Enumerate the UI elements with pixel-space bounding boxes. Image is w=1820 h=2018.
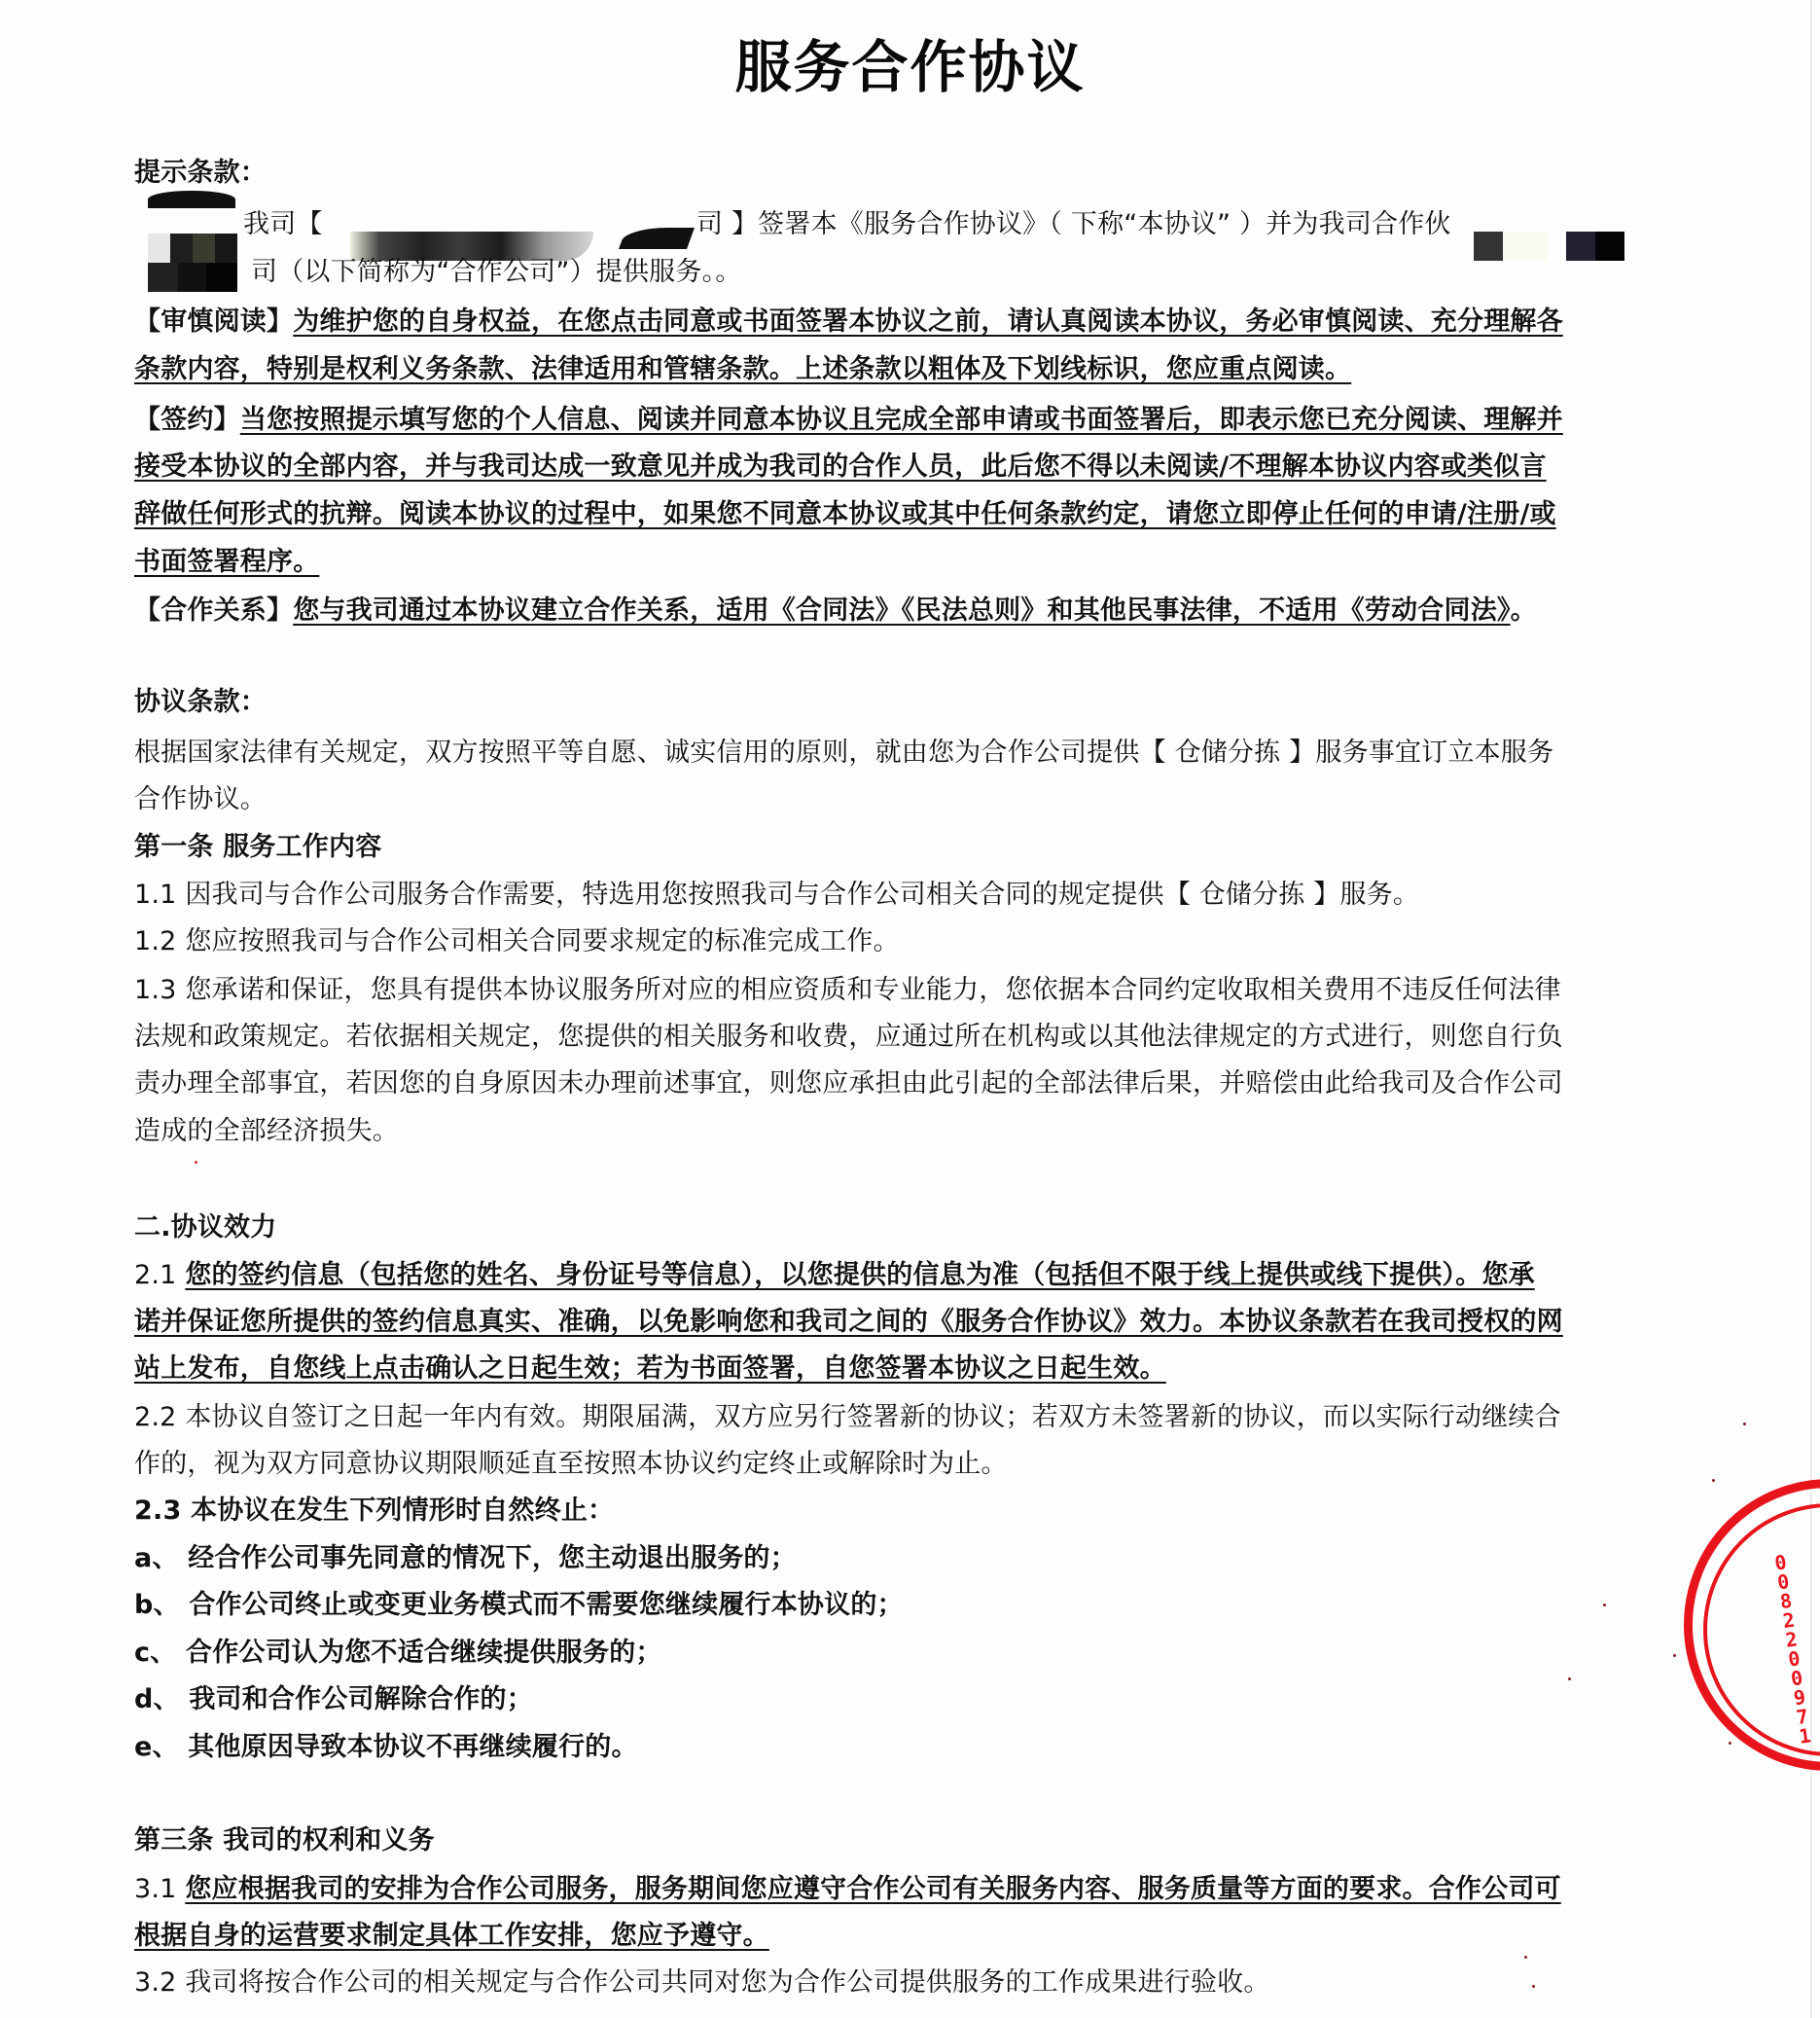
- scan-speck: [1532, 1985, 1535, 1988]
- intro-line-1b: 司 】签署本《服务合作协议》（ 下称“本协议” ）并为我司合作伙: [696, 209, 1451, 239]
- clause-3-1-line-1: [134, 1872, 1561, 1907]
- intro-line-1a: 我司【: [243, 209, 323, 239]
- clause-2-1-text: 您的签约信息（包括您的姓名、身份证号等信息），以您提供的信息为准（包括但不限于线上提供或线下提供）。您承: [185, 1260, 1535, 1290]
- termination-item-c: c、 合作公司认为您不适合继续提供服务的；: [134, 1638, 662, 1668]
- scan-speck: [1603, 1604, 1606, 1606]
- clause-2-1-line-1: [134, 1258, 1535, 1293]
- scan-speck: [1568, 1677, 1571, 1680]
- signing-line-4: 书面签署程序。: [134, 547, 320, 577]
- redaction-block: [148, 234, 237, 263]
- scan-speck: [1712, 1479, 1715, 1482]
- scan-speck: [1729, 1742, 1731, 1745]
- clause-1-1: 1.1 因我司与合作公司服务合作需要，特选用您按照我司与合作公司相关合同的规定提供【 仓储分拣 】服务。: [134, 880, 1420, 910]
- careful-reading-line-2: 条款内容，特别是权利义务条款、法律适用和管辖条款。上述条款以粗体及下划线标识，您应重点阅读。: [134, 354, 1352, 384]
- clause-1-3-line-3: 责办理全部事宜，若因您的自身原因未办理前述事宜，则您应承担由此引起的全部法律后果，并赔偿由此给我司及合作公司: [134, 1068, 1563, 1099]
- termination-item-d: d、 我司和合作公司解除合作的；: [134, 1684, 533, 1714]
- clause-1-3-line-1: 1.3 您承诺和保证，您具有提供本协议服务所对应的相应资质和专业能力，您依据本合同约定收取相关费用不违反任何法律: [134, 975, 1561, 1005]
- scan-speck: [195, 1161, 197, 1164]
- document-title: 服务合作协议: [734, 34, 1086, 100]
- careful-reading-text: 为维护您的自身权益，在您点击同意或书面签署本协议之前，请认真阅读本协议，务必审慎阅读、充分理解各: [293, 306, 1563, 337]
- clause-1-3-line-2: 法规和政策规定。若依据相关规定，您提供的相关服务和收费，应通过所在机构或以其他法律规定的方式进行，则您自行负: [134, 1022, 1563, 1052]
- clause-3-1-number: 3.1: [134, 1874, 186, 1904]
- article-3-heading: 第三条 我司的权利和义务: [134, 1825, 435, 1856]
- termination-item-a: a、 经合作公司事先同意的情况下，您主动退出服务的；: [134, 1543, 797, 1573]
- cooperation-period: 。: [1510, 595, 1537, 626]
- signing-line-1: [134, 403, 1563, 438]
- notice-heading: 提示条款：: [134, 158, 267, 188]
- clause-2-2-line-2: 作的，视为双方同意协议期限顺延直至按照本协议约定终止或解除时为止。: [134, 1449, 1008, 1479]
- termination-item-b: b、 合作公司终止或变更业务模式而不需要您继续履行本协议的；: [134, 1590, 904, 1620]
- clause-2-2-line-1: 2.2 本协议自签订之日起一年内有效。期限届满，双方应另行签署新的协议；若双方未签署新的协议，而以实际行动继续合: [134, 1402, 1561, 1432]
- redaction-block: [1474, 232, 1547, 261]
- scan-speck: [1673, 1654, 1676, 1657]
- cooperation-text: 您与我司通过本协议建立合作关系，适用《合同法》《民法总则》和其他民事法律，不适用《劳动合同法》: [293, 595, 1511, 626]
- article-2-heading: 二.协议效力: [134, 1212, 277, 1243]
- signing-label: 【签约】: [134, 405, 240, 435]
- redaction-block: [148, 191, 235, 208]
- signing-line-2: 接受本协议的全部内容，并与我司达成一致意见并成为我司的合作人员，此后您不得以未阅读/不理解本协议内容或类似言: [134, 451, 1547, 482]
- terms-heading: 协议条款：: [134, 687, 267, 717]
- clause-3-2: 3.2 我司将按合作公司的相关规定与合作公司共同对您为合作公司提供服务的工作成果进行验收。: [134, 1967, 1270, 1998]
- preamble-line-2: 合作协议。: [134, 784, 267, 814]
- careful-reading-label: 【审慎阅读】: [134, 306, 294, 337]
- signing-line-3: 辞做任何形式的抗辩。阅读本协议的过程中，如果您不同意本协议或其中任何条款约定，请您立即停止任何的申请/注册/或: [134, 499, 1556, 529]
- clause-2-1-line-2: 诺并保证您所提供的签约信息真实、准确，以免影响您和我司之间的《服务合作协议》效力。本协议条款若在我司授权的网: [134, 1307, 1563, 1337]
- clause-3-1-line-2: 根据自身的运营要求制定具体工作安排，您应予遵守。: [134, 1921, 769, 1951]
- termination-item-e: e、 其他原因导致本协议不再继续履行的。: [134, 1732, 638, 1762]
- cooperation-line: [134, 594, 1537, 629]
- clause-3-1-text: 您应根据我司的安排为合作公司服务，服务期间您应遵守合作公司有关服务内容、服务质量等方面的要求。合作公司可: [185, 1874, 1561, 1904]
- clause-1-3-line-4: 造成的全部经济损失。: [134, 1116, 399, 1146]
- scan-speck: [1743, 1423, 1746, 1425]
- signing-text: 当您按照提示填写您的个人信息、阅读并同意本协议且完成全部申请或书面签署后，即表示您已充分阅读、理解并: [239, 405, 1563, 435]
- clause-1-2: 1.2 您应按照我司与合作公司相关合同要求规定的标准完成工作。: [134, 926, 900, 956]
- careful-reading-line-1: [134, 305, 1563, 340]
- clause-2-1-number: 2.1: [134, 1260, 186, 1290]
- intro-line-2: 司（以下简称为“合作公司”）提供服务。。: [251, 257, 742, 287]
- clause-2-3-heading: 2.3 本协议在发生下列情形时自然终止：: [134, 1495, 615, 1526]
- redaction-block: [619, 228, 695, 249]
- scan-speck: [1524, 1956, 1527, 1959]
- clause-2-1-line-3: 站上发布，自您线上点击确认之日起生效；若为书面签署，自您签署本协议之日起生效。: [134, 1353, 1166, 1384]
- preamble-line-1: 根据国家法律有关规定，双方按照平等自愿、诚实信用的原则，就由您为合作公司提供【 仓储分拣 】服务事宜订立本服务: [134, 738, 1554, 768]
- article-1-heading: 第一条 服务工作内容: [134, 832, 382, 862]
- company-seal-code: 0082200971: [1772, 1550, 1813, 1748]
- redaction-block: [1566, 232, 1624, 261]
- redaction-block: [148, 263, 237, 292]
- cooperation-label: 【合作关系】: [134, 595, 294, 626]
